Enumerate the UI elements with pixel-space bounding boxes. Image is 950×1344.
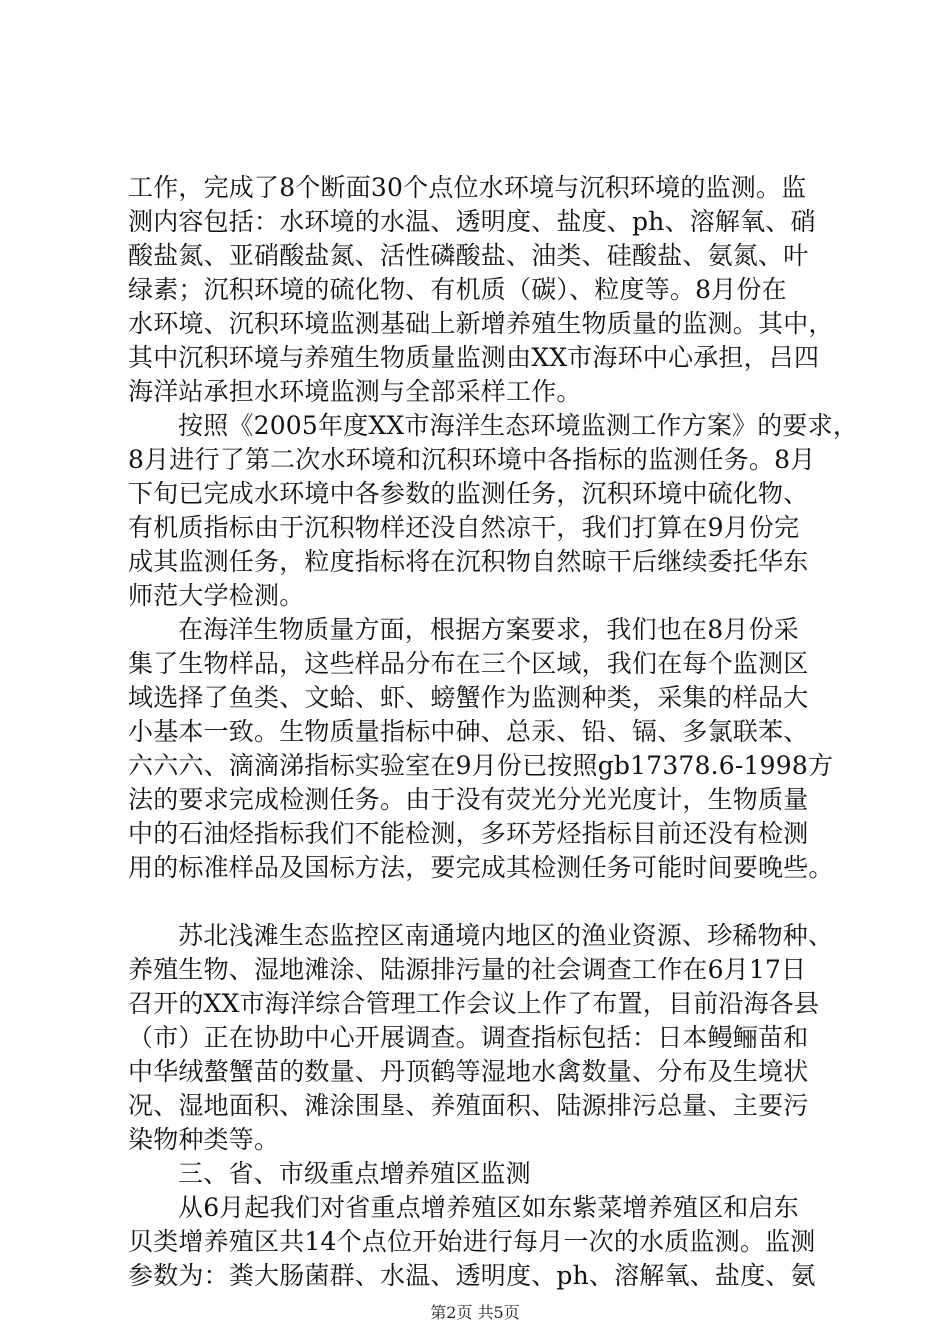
paragraph-line: 酸盐氮、亚硝酸盐氮、活性磷酸盐、油类、硅酸盐、氨氮、叶 (128, 241, 809, 270)
paragraph-line: 在海洋生物质量方面，根据方案要求，我们也在8月份采 (178, 615, 799, 644)
paragraph-line: 况、湿地面积、滩涂围垦、养殖面积、陆源排污总量、主要污 (128, 1091, 809, 1120)
paragraph-line: 苏北浅滩生态监控区南通境内地区的渔业资源、珍稀物种、 (178, 921, 834, 950)
paragraph-line: 小基本一致。生物质量指标中砷、总汞、铅、镉、多氯联苯、 (128, 717, 809, 746)
paragraph-line: （市）正在协助中心开展调查。调查指标包括：日本鳗鲡苗和 (128, 1023, 809, 1052)
paragraph-line: 参数为：粪大肠菌群、水温、透明度、ph、溶解氧、盐度、氨 (128, 1261, 816, 1290)
paragraph-line: 域选择了鱼类、文蛤、虾、螃蟹作为监测种类，采集的样品大 (128, 683, 809, 712)
paragraph-line: 中华绒螯蟹苗的数量、丹顶鹤等湿地水禽数量、分布及生境状 (128, 1057, 809, 1086)
paragraph-line: 从6月起我们对省重点增养殖区如东紫菜增养殖区和启东 (178, 1193, 799, 1222)
paragraph-line: 成其监测任务，粒度指标将在沉积物自然晾干后继续委托华东 (128, 547, 809, 576)
paragraph-line: 绿素；沉积环境的硫化物、有机质（碳）、粒度等。8月份在 (128, 275, 787, 304)
paragraph-line: 用的标准样品及国标方法，要完成其检测任务可能时间要晚些。 (128, 853, 834, 882)
paragraph-line: 水环境、沉积环境监测基础上新增养殖生物质量的监测。其中， (128, 309, 834, 338)
paragraph-line: 按照《2005年度XX市海洋生态环境监测工作方案》的要求， (178, 411, 859, 440)
paragraph-line: 有机质指标由于沉积物样还没自然凉干，我们打算在9月份完 (128, 513, 800, 542)
paragraph-line: 测内容包括：水环境的水温、透明度、盐度、ph、溶解氧、硝 (128, 207, 816, 236)
paragraph-line: 中的石油烃指标我们不能检测，多环芳烃指标目前还没有检测 (128, 819, 809, 848)
paragraph-line: 其中沉积环境与养殖生物质量监测由XX市海环中心承担，吕四 (128, 343, 820, 372)
section-heading: 三、省、市级重点增养殖区监测 (178, 1159, 531, 1188)
page-number: 第2页 共5页 (430, 1303, 520, 1322)
paragraph-line: 染物种类等。 (128, 1125, 280, 1154)
paragraph-line: 集了生物样品，这些样品分布在三个区域，我们在每个监测区 (128, 649, 809, 678)
paragraph-line: 师范大学检测。 (128, 581, 305, 610)
paragraph-line: 养殖生物、湿地滩涂、陆源排污量的社会调查工作在6月17日 (128, 955, 807, 984)
paragraph-line: 法的要求完成检测任务。由于没有荧光分光光度计，生物质量 (128, 785, 809, 814)
paragraph-line: 贝类增养殖区共14个点位开始进行每月一次的水质监测。监测 (128, 1227, 816, 1256)
paragraph-line: 召开的XX市海洋综合管理工作会议上作了布置，目前沿海各县 (128, 989, 820, 1018)
paragraph-line: 工作，完成了8个断面30个点位水环境与沉积环境的监测。监 (128, 173, 807, 202)
paragraph-line: 海洋站承担水环境监测与全部采样工作。 (128, 377, 582, 406)
paragraph-line: 下旬已完成水环境中各参数的监测任务，沉积环境中硫化物、 (128, 479, 809, 508)
paragraph-line: 8月进行了第二次水环境和沉积环境中各指标的监测任务。8月 (128, 445, 816, 474)
paragraph-line: 六六六、滴滴涕指标实验室在9月份已按照gb17378.6-1998方 (128, 751, 834, 780)
